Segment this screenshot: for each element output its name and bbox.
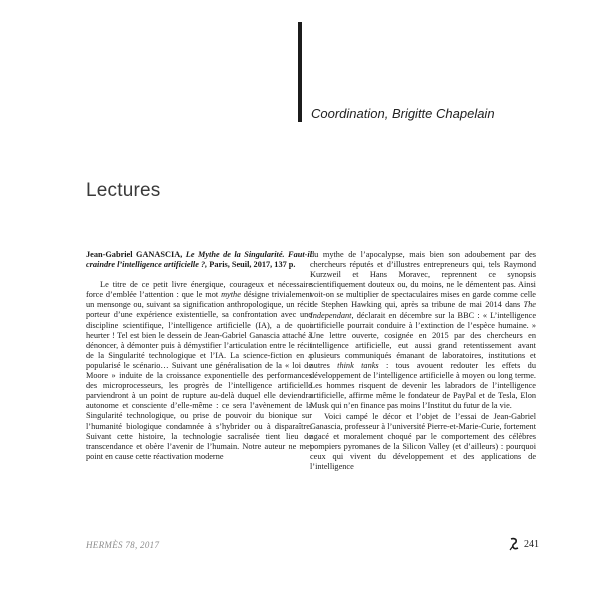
- review-book-subtitle: Faut-il craindre l’intelligence artificielle ?,: [86, 250, 313, 270]
- paragraph: Voici campé le décor et l’objet de l’essai de Jean-Gabriel Ganascia, professeur à l’université Pierre-et-Marie-Curie, fortement agacé et moralement choqué par le comportement des célèbres pompiers pyromanes de la Silicon Valley (et d’ailleurs) : pourquoi ceux qui vivent du développement et des applications de l’intelligence: [310, 411, 536, 471]
- section-title: Lectures: [86, 180, 161, 201]
- page-footer-right: [508, 537, 539, 551]
- paragraph: [310, 250, 536, 412]
- hermes-logo-icon: [508, 537, 522, 551]
- review-author: Jean-Gabriel GANASCIA,: [86, 250, 183, 259]
- paragraph-text: désigne trivialement un mensonge ou, suivant sa signification anthropologique, un récit porteur d’une expérience existentielle, sa confrontation avec une discipline scientifique, l’intelligence artificielle (IA), a de quoi heurter ! Tel est bien le dessein de Jean-Gabriel Ganascia attaché à dénoncer, à démonter puis à démystifier l’articulation entre le récit de la Singularité technologique et l’IA. La science-fiction en a popularisé le scénario… Suivant une généralisation de la « loi de Moore » induite de la croissance exponentielle des performances des microprocesseurs, les progrès de l’intelligence artificielle parviendront à un point de rupture au-delà duquel elle deviendra autonome et consciente d’elle-même : ce sera l’avènement de la Singularité technologique, ou prise de pouvoir du bionique sur l’humanité biologique condamnée à s’hybrider ou à disparaître. Suivant cette histoire, la technologie sacralisée tient lieu de transcendance et obère l’avenir de l’humain. Notre auteur ne met point en cause cette réactivation moderne: [86, 290, 312, 461]
- review-reference: [86, 250, 312, 270]
- page-number: 241: [524, 538, 539, 550]
- text-column-left: [86, 250, 312, 462]
- text-column-right: [310, 250, 536, 472]
- paragraph-emphasis: think tanks: [337, 361, 379, 371]
- header-vertical-rule: [298, 22, 302, 122]
- paragraph-emphasis: The Independant: [310, 300, 536, 320]
- paragraph-text: , déclarait en décembre sur la BBC : « L’intelligence artificielle pourrait conduire à l’extinction de l’espèce humaine. » Une lettre ouverte, cosignée en 2015 par des chercheurs en intelligence artificielle, eut aussi grand retentissement avant plusieurs communiqués émanant de laboratoires, institutions et autres: [310, 310, 536, 371]
- journal-footer: HERMÈS 78, 2017: [86, 540, 160, 550]
- paragraph-text: Le titre de ce petit livre énergique, courageux et nécessaire force d’emblée l’attention : que le mot: [86, 280, 312, 300]
- review-book-title: Le Mythe de la Singularité.: [185, 250, 285, 259]
- review-publication: Paris, Seuil, 2017, 137 p.: [209, 260, 296, 270]
- paragraph-emphasis: mythe: [221, 290, 241, 300]
- paragraph: [86, 280, 312, 462]
- coordination-credit: Coordination, Brigitte Chapelain: [311, 106, 495, 121]
- paragraph-text: du mythe de l’apocalypse, mais bien son adoubement par des chercheurs réputés et d’illustres entrepreneurs qui, tels Raymond Kurzweil et Hans Moravec, reprennent ce synopsis scientifiquement douteux ou, du moins, ne le démentent pas. Ainsi voit-on se multiplier de spectaculaires mises en garde comme celle de Stephen Hawking qui, après sa tribune de mai 2014 dans: [310, 250, 536, 310]
- paragraph-text: : tous avouent redouter les effets du développement de l’intelligence artificielle à moyen ou long terme. Les hommes risquent de devenir les labradors de l’intelligence artificielle, affirme même le fondateur de PayPal et de Tesla, Elon Musk qui n’en finance pas moins l’Institut du futur de la vie.: [310, 361, 536, 411]
